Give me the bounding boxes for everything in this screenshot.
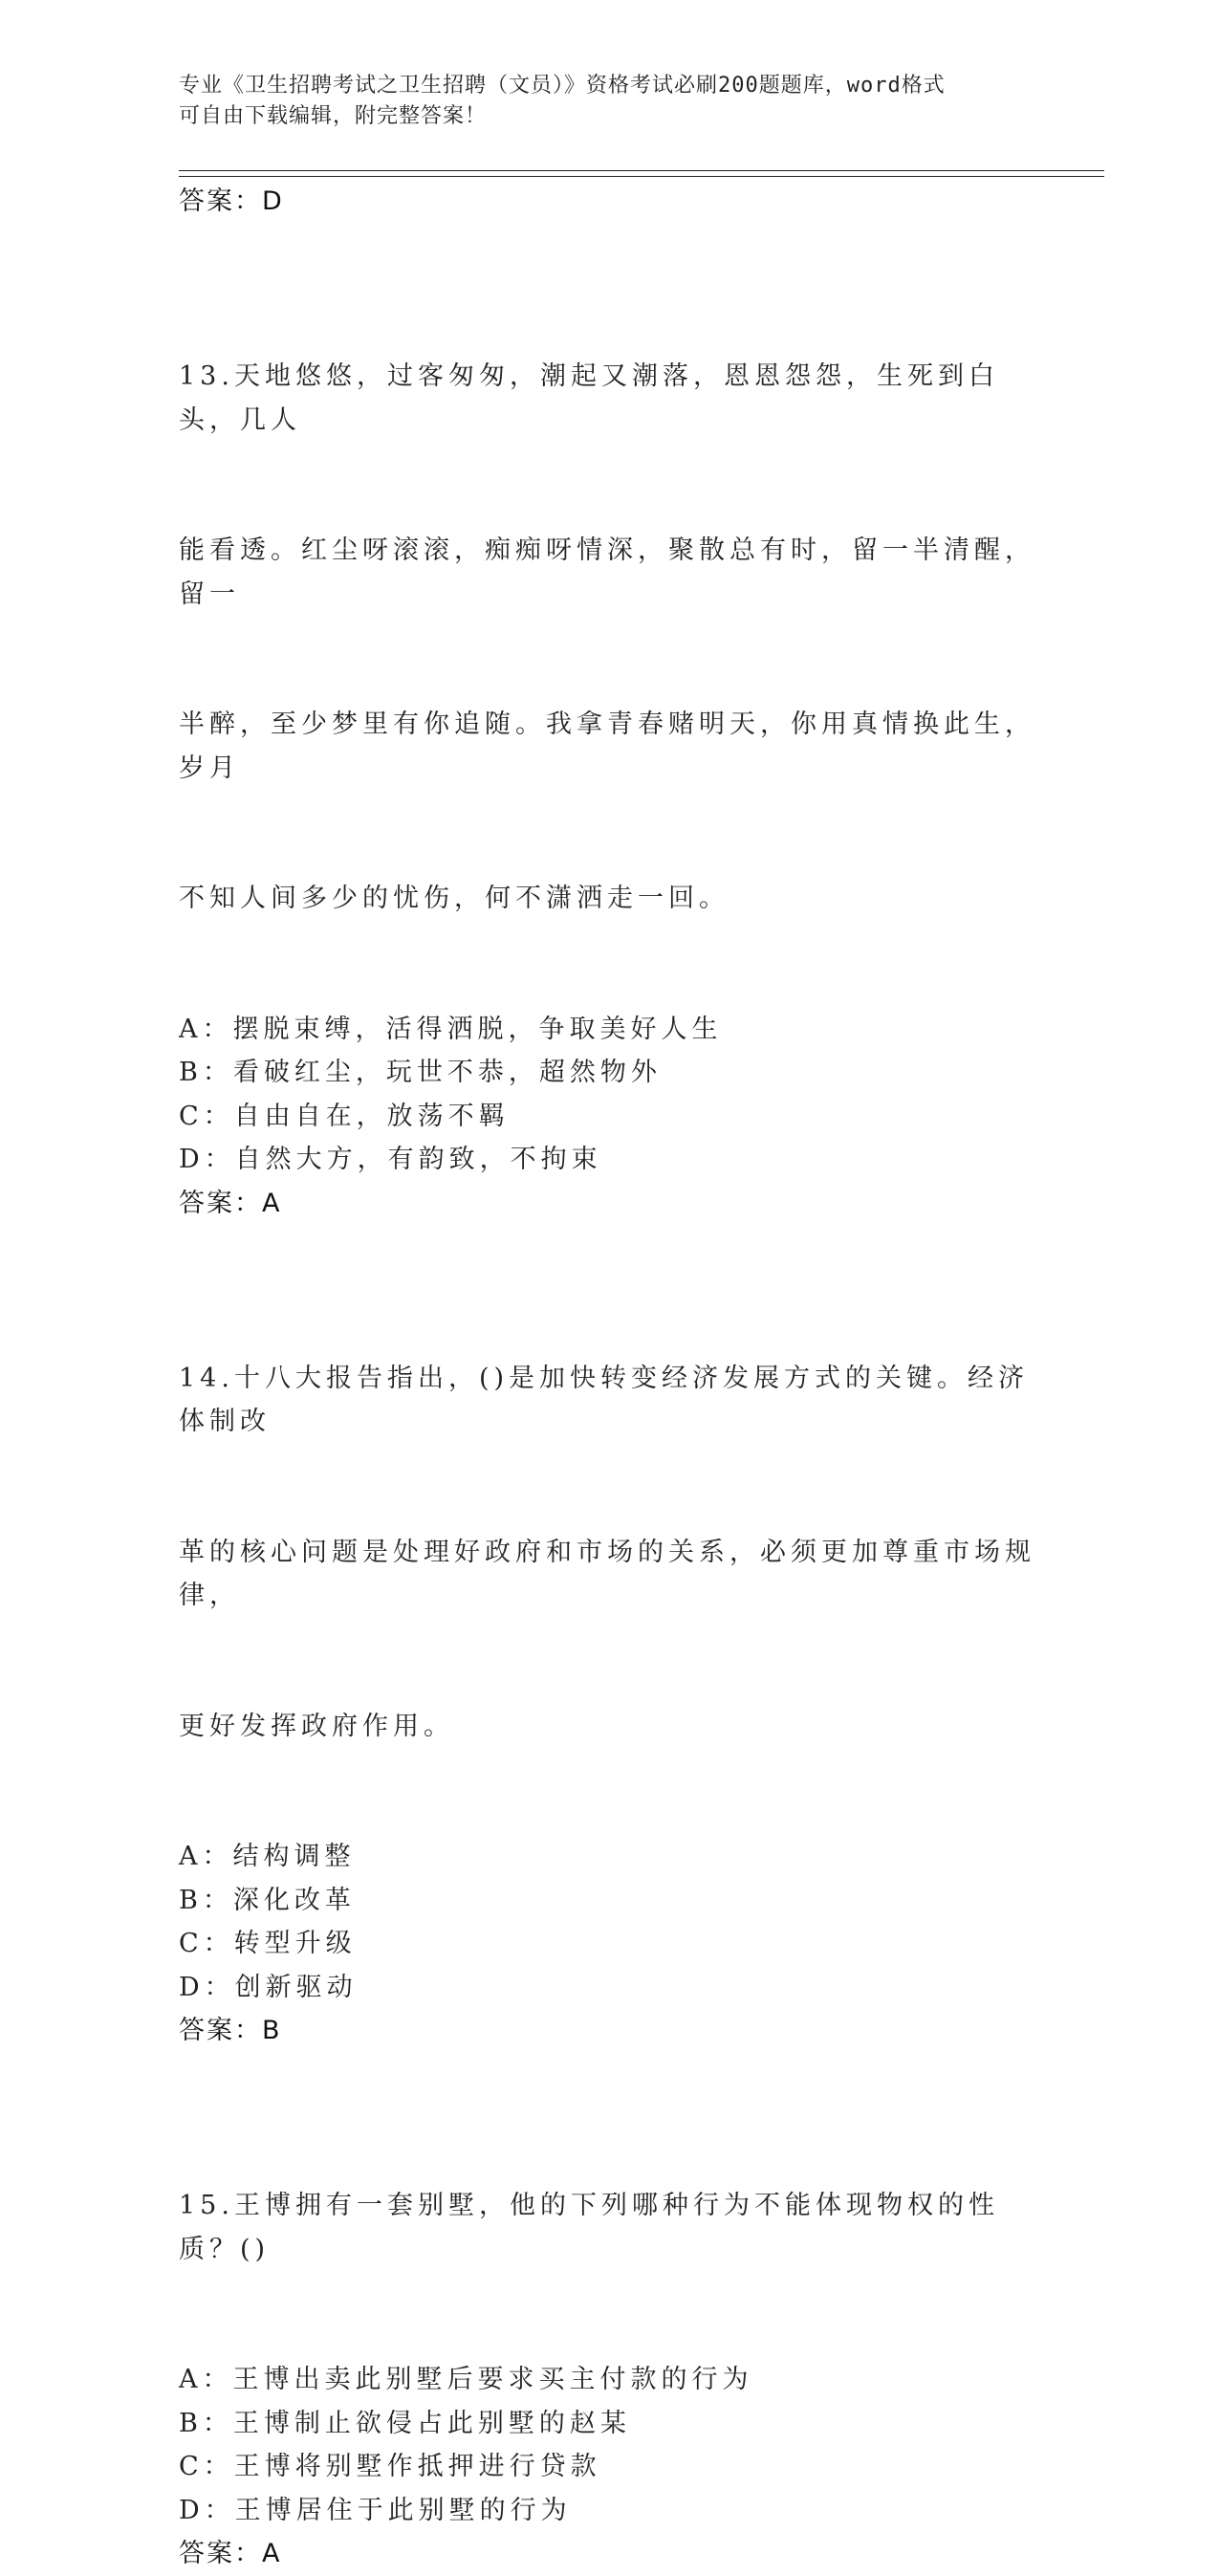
question-block bbox=[179, 2097, 1039, 2576]
option-b: B：看破红尘，玩世不恭，超然物外 bbox=[179, 1058, 662, 1087]
page-header bbox=[179, 71, 1039, 132]
option-d: D：王博居住于此别墅的行为 bbox=[179, 2495, 572, 2525]
spacer bbox=[179, 1226, 1039, 1270]
question-line: 半醉，至少梦里有你追随。我拿青春赌明天，你用真情换此生，岁月 bbox=[179, 709, 1035, 783]
question-line: 不知人间多少的忧伤，何不潇洒走一回。 bbox=[179, 884, 729, 913]
option-c: C：转型升级 bbox=[179, 1929, 357, 1958]
question-text bbox=[179, 1270, 1039, 1836]
option-b: B：深化改革 bbox=[179, 1885, 356, 1915]
option-b: B：王博制止欲侵占此别墅的赵某 bbox=[179, 2408, 631, 2438]
question-line: 更好发挥政府作用。 bbox=[179, 1711, 454, 1741]
option-c: C：自由自在，放荡不羁 bbox=[179, 1101, 510, 1131]
answer-label: 答案：D bbox=[179, 186, 284, 216]
answer-label: 答案：A bbox=[179, 1188, 282, 1218]
answer-label: 答案：B bbox=[179, 2016, 282, 2045]
option-a: A：王博出卖此别墅后要求买主付款的行为 bbox=[179, 2365, 753, 2394]
answer-label: 答案：A bbox=[179, 2539, 282, 2568]
header-line-1: 专业《卫生招聘考试之卫生招聘（文员）》资格考试必刷200题题库，word格式 bbox=[179, 74, 946, 98]
spacer bbox=[179, 2053, 1039, 2097]
question-text bbox=[179, 2097, 1039, 2358]
question-line: 14.十八大报告指出，()是加快转变经济发展方式的关键。经济体制改 bbox=[179, 1363, 1030, 1436]
option-a: A：摆脱束缚，活得洒脱，争取美好人生 bbox=[179, 1014, 723, 1044]
question-block bbox=[179, 268, 1039, 1226]
header-divider bbox=[179, 170, 1104, 177]
question-block bbox=[179, 1270, 1039, 2054]
header-line-2: 可自由下载编辑，附完整答案！ bbox=[179, 104, 488, 128]
spacer bbox=[179, 224, 1039, 268]
option-a: A：结构调整 bbox=[179, 1842, 356, 1871]
option-d: D：自然大方，有韵致，不拘束 bbox=[179, 1145, 602, 1174]
question-line: 15.王博拥有一套别墅，他的下列哪种行为不能体现物权的性质？() bbox=[179, 2191, 999, 2264]
option-d: D：创新驱动 bbox=[179, 1972, 358, 2002]
question-text bbox=[179, 268, 1039, 1008]
option-c: C：王博将别墅作抵押进行贷款 bbox=[179, 2452, 601, 2481]
document-body bbox=[179, 180, 1039, 2576]
question-line: 13.天地悠悠，过客匆匆，潮起又潮落，恩恩怨怨，生死到白头，几人 bbox=[179, 361, 999, 435]
question-line: 革的核心问题是处理好政府和市场的关系，必须更加尊重市场规律， bbox=[179, 1537, 1035, 1610]
question-line: 能看透。红尘呀滚滚，痴痴呀情深，聚散总有时，留一半清醒，留一 bbox=[179, 535, 1035, 609]
